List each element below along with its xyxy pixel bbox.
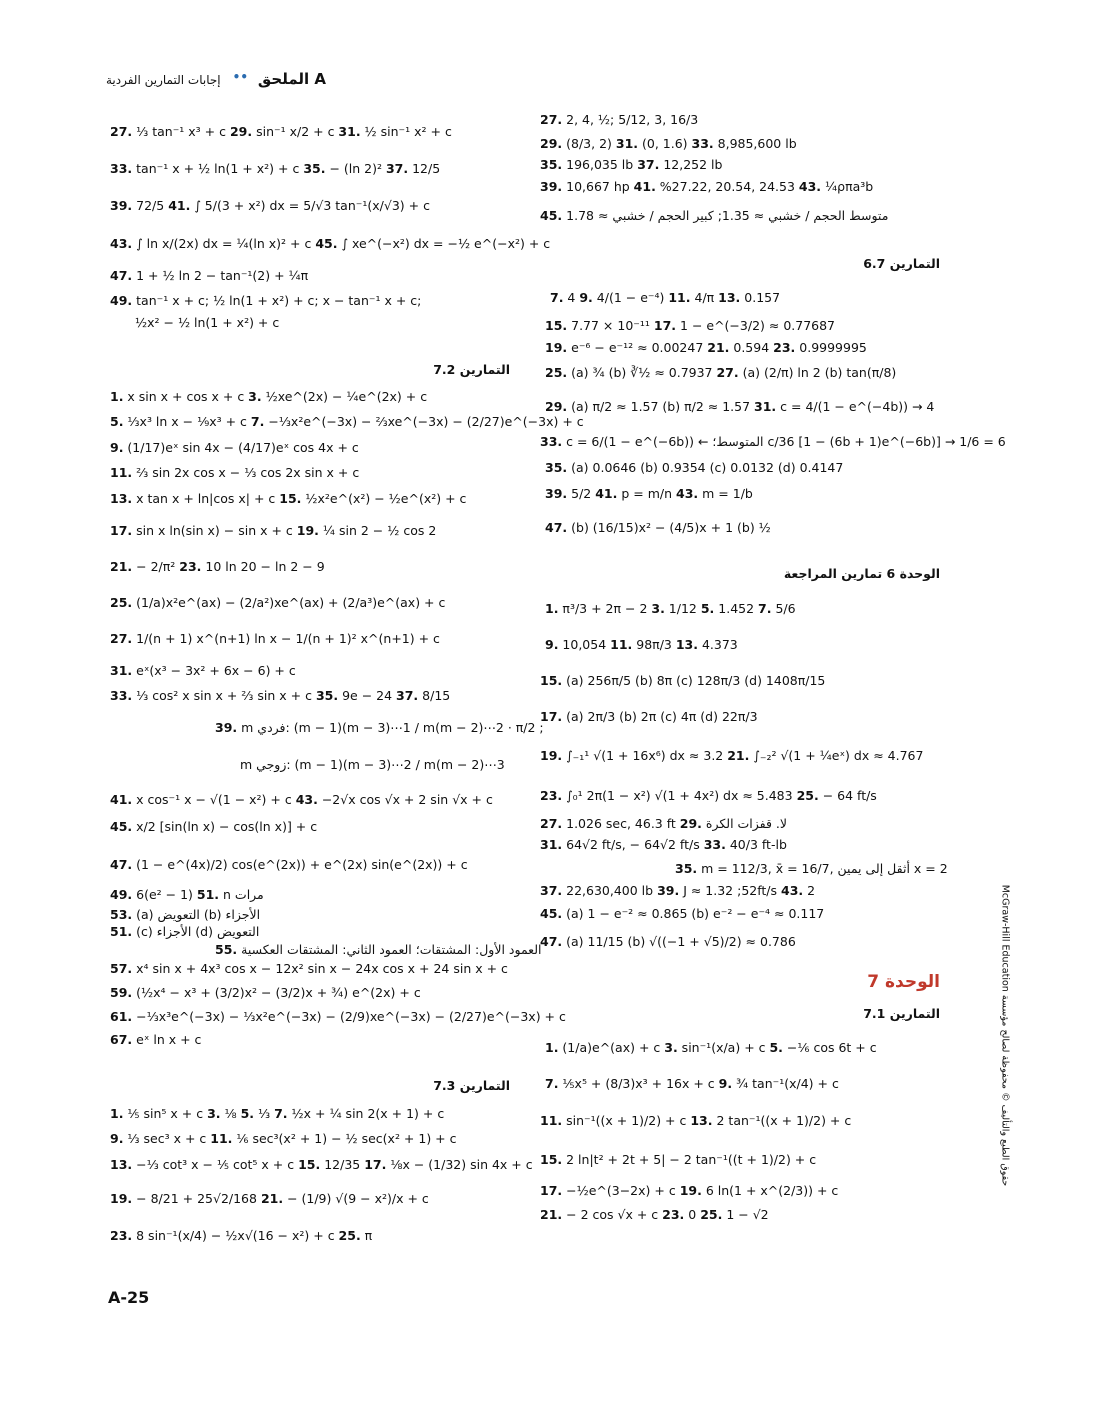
section-heading-7-3: التمارين 7.3	[433, 1078, 510, 1093]
answer-line: 29. (a) π/2 ≈ 1.57 (b) π/2 ≈ 1.57 31. c = 4/(1 − e^(−4b)) → 4	[545, 399, 935, 414]
answer-line: 43. ∫ ln x/(2x) dx = ¼(ln x)² + c 45. ∫ xe^(−x²) dx = −½ e^(−x²) + c	[110, 236, 551, 251]
answer-line: 25. (1/a)x²e^(ax) − (2/a²)xe^(ax) + (2/a³)e^(ax) + c	[110, 595, 446, 610]
answer-line: 5. ⅓x³ ln x − ⅑x³ + c 7. −⅓x²e^(−3x) − ⅔xe^(−3x) − (2/27)e^(−3x) + c	[110, 414, 584, 429]
answer-line: 57. x⁴ sin x + 4x³ cos x − 12x² sin x − 24x cos x + 24 sin x + c	[110, 961, 508, 976]
answer-line: 1. ⅕ sin⁵ x + c 3. ⅛ 5. ⅓ 7. ½x + ¼ sin 2(x + 1) + c	[110, 1106, 445, 1121]
answer-line: 35. (a) 0.0646 (b) 0.9354 (c) 0.0132 (d) 0.4147	[545, 460, 844, 475]
copyright-text: McGraw-Hill Education حقوق الطبع والتأليف © محفوظة لصالح مؤسسة	[999, 884, 1011, 1187]
answer-line: 1. x sin x + cos x + c 3. ½xe^(2x) − ¼e^(2x) + c	[110, 389, 428, 404]
running-header	[106, 70, 326, 90]
answer-line: 17. (a) 2π/3 (b) 2π (c) 4π (d) 22π/3	[540, 709, 758, 724]
answer-line: 27. 2, 4, ½; 5/12, 3, 16/3	[540, 112, 699, 127]
answer-line: 19. − 8/21 + 25√2/168 21. − (1/9) √(9 − x²)/x + c	[110, 1191, 429, 1206]
answer-line: 51. (c) الأجزاء (d) التعويض	[110, 924, 260, 939]
answer-line: 15. (a) 256π/5 (b) 8π (c) 128π/3 (d) 1408π/15	[540, 673, 826, 688]
answer-line: 21. − 2/π² 23. 10 ln 20 − ln 2 − 9	[110, 559, 325, 574]
answer-line: 9. ⅓ sec³ x + c 11. ⅙ sec³(x² + 1) − ½ sec(x² + 1) + c	[110, 1131, 457, 1146]
answer-line: 17. sin x ln(sin x) − sin x + c 19. ¼ sin 2 − ½ cos 2	[110, 523, 437, 538]
answer-line: 35. m = 112/3, x̄ = 16/7, أثقل إلى يمين x = 2	[675, 861, 948, 876]
answer-line: 11. sin⁻¹((x + 1)/2) + c 13. 2 tan⁻¹((x + 1)/2) + c	[540, 1113, 852, 1128]
answer-line: 67. eˣ ln x + c	[110, 1032, 202, 1047]
answer-line: 13. x tan x + ln|cos x| + c 15. ½x²e^(x²) − ½e^(x²) + c	[110, 491, 467, 506]
answer-line: m زوجي: (m − 1)(m − 3)⋯2 / m(m − 2)⋯3	[240, 757, 505, 772]
answer-line: 39. 5/2 41. p = m/n 43. m = 1/b	[545, 486, 753, 501]
answer-line: 29. (8/3, 2) 31. (0, 1.6) 33. 8,985,600 lb	[540, 136, 797, 151]
answer-line: ½x² − ½ ln(1 + x²) + c	[135, 315, 280, 330]
answer-line: 13. −⅓ cot³ x − ⅕ cot⁵ x + c 15. 12/35 17. ⅛x − (1/32) sin 4x + c	[110, 1157, 533, 1172]
answer-line: 23. 8 sin⁻¹(x/4) − ½x√(16 − x²) + c 25. π	[110, 1228, 373, 1243]
answer-line: 15. 7.77 × 10⁻¹¹ 17. 1 − e^(−3/2) ≈ 0.77687	[545, 318, 836, 333]
answer-line: 11. ⅔ sin 2x cos x − ⅓ cos 2x sin x + c	[110, 465, 360, 480]
answer-line: 33. ⅓ cos² x sin x + ⅔ sin x + c 35. 9e − 24 37. 8/15	[110, 688, 451, 703]
section-heading-7-1: التمارين 7.1	[863, 1006, 940, 1021]
answer-line: 19. ∫₋₁¹ √(1 + 16x⁶) dx ≈ 3.2 21. ∫₋₂² √(1 + ¼eˣ) dx ≈ 4.767	[540, 748, 924, 763]
header-subtitle: إجابات التمارين الفردية	[106, 73, 221, 87]
section-heading-6-7: التمارين 6.7	[863, 256, 940, 271]
answer-line: 25. (a) ¾ (b) ∛½ ≈ 0.7937 27. (a) (2/π) ln 2 (b) tan(π/8)	[545, 365, 897, 380]
answer-line: 53. (a) التعويض (b) الأجزاء	[110, 907, 261, 922]
section-heading-review-6: الوحدة 6 تمارين المراجعة	[783, 566, 940, 581]
answer-line: 31. eˣ(x³ − 3x² + 6x − 6) + c	[110, 663, 296, 678]
answer-line: 9. (1/17)eˣ sin 4x − (4/17)eˣ cos 4x + c	[110, 440, 359, 455]
answer-line: 37. 22,630,400 lb 39. J ≈ 1.32 ;52ft/s 43. 2	[540, 883, 816, 898]
copyright-sidebar	[995, 860, 1015, 1220]
section-heading-7-2: التمارين 7.2	[433, 362, 510, 377]
answer-line: 23. ∫₀¹ 2π(1 − x²) √(1 + 4x²) dx ≈ 5.483 25. − 64 ft/s	[540, 788, 877, 803]
answer-line: 59. (½x⁴ − x³ + (3/2)x² − (3/2)x + ¾) e^(2x) + c	[110, 985, 421, 1000]
answer-line: 21. − 2 cos √x + c 23. 0 25. 1 − √2	[540, 1207, 769, 1222]
page-number: A-25	[108, 1288, 150, 1307]
answer-line: 15. 2 ln|t² + 2t + 5| − 2 tan⁻¹((t + 1)/2) + c	[540, 1152, 817, 1167]
answer-line: 47. 1 + ½ ln 2 − tan⁻¹(2) + ¼π	[110, 268, 309, 283]
answer-line: 33. tan⁻¹ x + ½ ln(1 + x²) + c 35. − (ln 2)² 37. 12/5	[110, 161, 441, 176]
answer-line: 41. x cos⁻¹ x − √(1 − x²) + c 43. −2√x cos √x + 2 sin √x + c	[110, 792, 493, 807]
answer-line: 27. 1/(n + 1) x^(n+1) ln x − 1/(n + 1)² x^(n+1) + c	[110, 631, 440, 646]
answer-line: 47. (1 − e^(4x)/2) cos(e^(2x)) + e^(2x) sin(e^(2x)) + c	[110, 857, 468, 872]
answer-line: 47. (b) (16/15)x² − (4/5)x + 1 (b) ½	[545, 520, 771, 535]
header-dots: ••	[232, 70, 248, 84]
answer-line: 27. 1.026 sec, 46.3 ft 29. لا. قفزات الكرة	[540, 816, 788, 831]
answer-line: 9. 10,054 11. 98π/3 13. 4.373	[545, 637, 738, 652]
answer-line: 45. (a) 1 − e⁻² ≈ 0.865 (b) e⁻² − e⁻⁴ ≈ 0.117	[540, 906, 825, 921]
answer-line: 27. ⅓ tan⁻¹ x³ + c 29. sin⁻¹ x/2 + c 31. ½ sin⁻¹ x² + c	[110, 124, 452, 139]
answer-line: 1. (1/a)e^(ax) + c 3. sin⁻¹(x/a) + c 5. −⅙ cos 6t + c	[545, 1040, 877, 1055]
answer-line: 39. m فردي: (m − 1)(m − 3)⋯1 / m(m − 2)⋯2 · π/2 ;	[215, 720, 544, 735]
answer-line: 47. (a) 11/15 (b) √((−1 + √5)/2) ≈ 0.786	[540, 934, 796, 949]
answer-line: 31. 64√2 ft/s, − 64√2 ft/s 33. 40/3 ft-lb	[540, 837, 787, 852]
answer-line: 45. متوسط الحجم / خشبي ≈ 1.35; كبير الحجم / خشبي ≈ 1.78	[540, 208, 889, 223]
answer-line: 35. 196,035 lb 37. 12,252 lb	[540, 157, 723, 172]
answer-line: 17. −½e^(3−2x) + c 19. 6 ln(1 + x^(2/3)) + c	[540, 1183, 839, 1198]
answer-line: 33. c = 6/(1 − e^(−6b)) ← المتوسط؛ c/36 [1 − (6b + 1)e^(−6b)] → 1/6 = 6	[540, 434, 1006, 449]
answer-line: 49. tan⁻¹ x + c; ½ ln(1 + x²) + c; x − tan⁻¹ x + c;	[110, 293, 422, 308]
answer-line: 61. −⅓x³e^(−3x) − ⅓x²e^(−3x) − (2/9)xe^(−3x) − (2/27)e^(−3x) + c	[110, 1009, 566, 1024]
answer-line: 7. 4 9. 4/(1 − e⁻⁴) 11. 4/π 13. 0.157	[550, 290, 781, 305]
answer-line: 45. x/2 [sin(ln x) − cos(ln x)] + c	[110, 819, 318, 834]
answer-line: 1. π³/3 + 2π − 2 3. 1/12 5. 1.452 7. 5/6	[545, 601, 796, 616]
answer-line: 19. e⁻⁶ − e⁻¹² ≈ 0.00247 21. 0.594 23. 0.9999995	[545, 340, 867, 355]
answer-line: 49. 6(e² − 1) 51. n مرات	[110, 887, 264, 902]
answer-line: 55. العمود الأول: المشتقات؛ العمود الثاني: المشتقات العكسية	[215, 942, 542, 957]
unit-7-heading: الوحدة 7	[867, 972, 940, 992]
appendix-title: الملحق A	[257, 70, 326, 88]
answer-line: 39. 10,667 hp 41. %27.22, 20.54, 24.53 43. ¼ρπa³b	[540, 179, 874, 194]
answer-line: 7. ⅕x⁵ + (8/3)x³ + 16x + c 9. ¾ tan⁻¹(x/4) + c	[545, 1076, 839, 1091]
answer-line: 39. 72/5 41. ∫ 5/(3 + x²) dx = 5/√3 tan⁻¹(x/√3) + c	[110, 198, 430, 213]
